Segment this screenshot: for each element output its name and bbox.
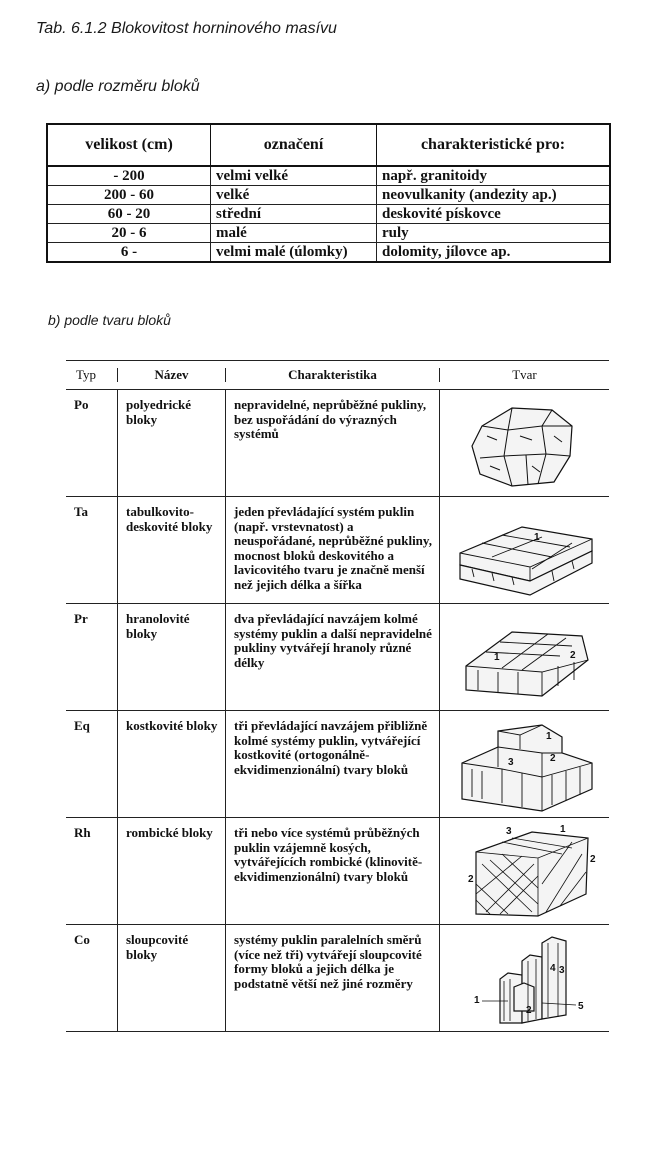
designation-cell: velké bbox=[211, 186, 377, 205]
joint-label: 2 bbox=[570, 650, 576, 661]
shape-cell bbox=[440, 818, 609, 924]
table-row bbox=[47, 243, 610, 263]
size-cell: 60 - 20 bbox=[47, 205, 211, 224]
prismatic-blocks-illustration bbox=[442, 610, 607, 706]
polyhedral-blocks-illustration bbox=[442, 396, 607, 492]
type-description: tři nebo více systémů průběžných puklin vzájemně kosých, vytvářejících rombické (klinovitě-ekvidimenzionální) tvary bloků bbox=[226, 818, 440, 924]
header-oznaceni: označení bbox=[211, 124, 377, 166]
type-name: hranolovité bloky bbox=[118, 604, 226, 710]
joint-label: 3 bbox=[508, 757, 514, 768]
table-row bbox=[66, 711, 609, 818]
joint-label: 2 bbox=[468, 874, 474, 885]
designation-cell: střední bbox=[211, 205, 377, 224]
shape-table bbox=[66, 360, 609, 1032]
typical-cell: neovulkanity (andezity ap.) bbox=[377, 186, 611, 205]
type-code: Rh bbox=[66, 818, 118, 924]
type-name: polyedrické bloky bbox=[118, 390, 226, 496]
size-table-header bbox=[47, 124, 610, 166]
size-cell: 200 - 60 bbox=[47, 186, 211, 205]
header-charakteristika: Charakteristika bbox=[226, 368, 440, 383]
joint-label: 2 bbox=[526, 1005, 532, 1016]
shape-cell bbox=[440, 711, 609, 817]
table-row bbox=[66, 925, 609, 1032]
type-code: Pr bbox=[66, 604, 118, 710]
header-nazev: Název bbox=[118, 368, 226, 383]
joint-label: 1 bbox=[560, 824, 566, 835]
type-name: kostkovité bloky bbox=[118, 711, 226, 817]
table-row bbox=[66, 604, 609, 711]
joint-label: 2 bbox=[590, 854, 596, 865]
type-name: tabulkovito-deskovité bloky bbox=[118, 497, 226, 603]
typical-cell: dolomity, jílovce ap. bbox=[377, 243, 611, 263]
table-title: Tab. 6.1.2 Blokovitost horninového masívu bbox=[36, 20, 337, 37]
tabular-blocks-illustration bbox=[442, 503, 607, 599]
table-row bbox=[47, 186, 610, 205]
typical-cell: deskovité pískovce bbox=[377, 205, 611, 224]
joint-label: 1 bbox=[494, 652, 500, 663]
joint-label: 4 bbox=[550, 963, 556, 974]
type-name: sloupcovité bloky bbox=[118, 925, 226, 1031]
shape-cell bbox=[440, 925, 609, 1031]
size-cell: 20 - 6 bbox=[47, 224, 211, 243]
size-cell: 6 - bbox=[47, 243, 211, 263]
section-a-label: a) podle rozměru bloků bbox=[36, 78, 200, 95]
typical-cell: ruly bbox=[377, 224, 611, 243]
designation-cell: malé bbox=[211, 224, 377, 243]
shape-cell bbox=[440, 390, 609, 496]
header-tvar: Tvar bbox=[512, 366, 537, 382]
columnar-blocks-illustration bbox=[442, 931, 607, 1027]
joint-label: 2 bbox=[550, 753, 556, 764]
joint-label: 3 bbox=[559, 965, 565, 976]
header-velikost: velikost (cm) bbox=[47, 124, 211, 166]
type-name: rombické bloky bbox=[118, 818, 226, 924]
header-charakteristicke: charakteristické pro: bbox=[377, 124, 611, 166]
table-row bbox=[66, 497, 609, 604]
table-row bbox=[47, 166, 610, 186]
size-table bbox=[46, 123, 611, 263]
type-description: systémy puklin paralelních směrů (více než tři) vytvářejí sloupcovité formy bloků a jejich délka je podstatně větší než jiné rozměry bbox=[226, 925, 440, 1031]
type-code: Po bbox=[66, 390, 118, 496]
cubic-blocks-illustration bbox=[442, 717, 607, 813]
type-description: dva převládající navzájem kolmé systémy puklin a další nepravidelné pukliny vytvářejí hranoly různé délky bbox=[226, 604, 440, 710]
designation-cell: velmi malé (úlomky) bbox=[211, 243, 377, 263]
table-row bbox=[66, 818, 609, 925]
header-typ: Typ bbox=[66, 368, 118, 383]
shape-cell bbox=[440, 604, 609, 710]
joint-label: 1 bbox=[534, 532, 540, 543]
typical-cell: např. granitoidy bbox=[377, 166, 611, 186]
joint-label: 3 bbox=[506, 826, 512, 837]
joint-label: 1 bbox=[474, 995, 480, 1006]
type-description: nepravidelné, neprůběžné pukliny, bez uspořádání do výrazných systémů bbox=[226, 390, 440, 496]
type-code: Co bbox=[66, 925, 118, 1031]
type-description: jeden převládající systém puklin (např. vrstevnatost) a neuspořádané, neprůběžné pukliny, mocnost bloků deskovitého a lavicovitého tvaru je značně menší než jejich délka a šířka bbox=[226, 497, 440, 603]
section-b-label: b) podle tvaru bloků bbox=[48, 312, 171, 328]
type-code: Eq bbox=[66, 711, 118, 817]
joint-label: 5 bbox=[578, 1001, 584, 1012]
type-code: Ta bbox=[66, 497, 118, 603]
table-row bbox=[47, 205, 610, 224]
joint-label: 1 bbox=[546, 731, 552, 742]
shape-cell bbox=[440, 497, 609, 603]
table-row bbox=[47, 224, 610, 243]
designation-cell: velmi velké bbox=[211, 166, 377, 186]
rhombic-blocks-illustration bbox=[442, 824, 607, 920]
size-cell: - 200 bbox=[47, 166, 211, 186]
shape-table-header bbox=[66, 360, 609, 390]
table-row bbox=[66, 390, 609, 497]
type-description: tři převládající navzájem přibližně kolmé systémy puklin, vytvářející kostkovité (ortogonálně-ekvidimenzionální) tvary bloků bbox=[226, 711, 440, 817]
